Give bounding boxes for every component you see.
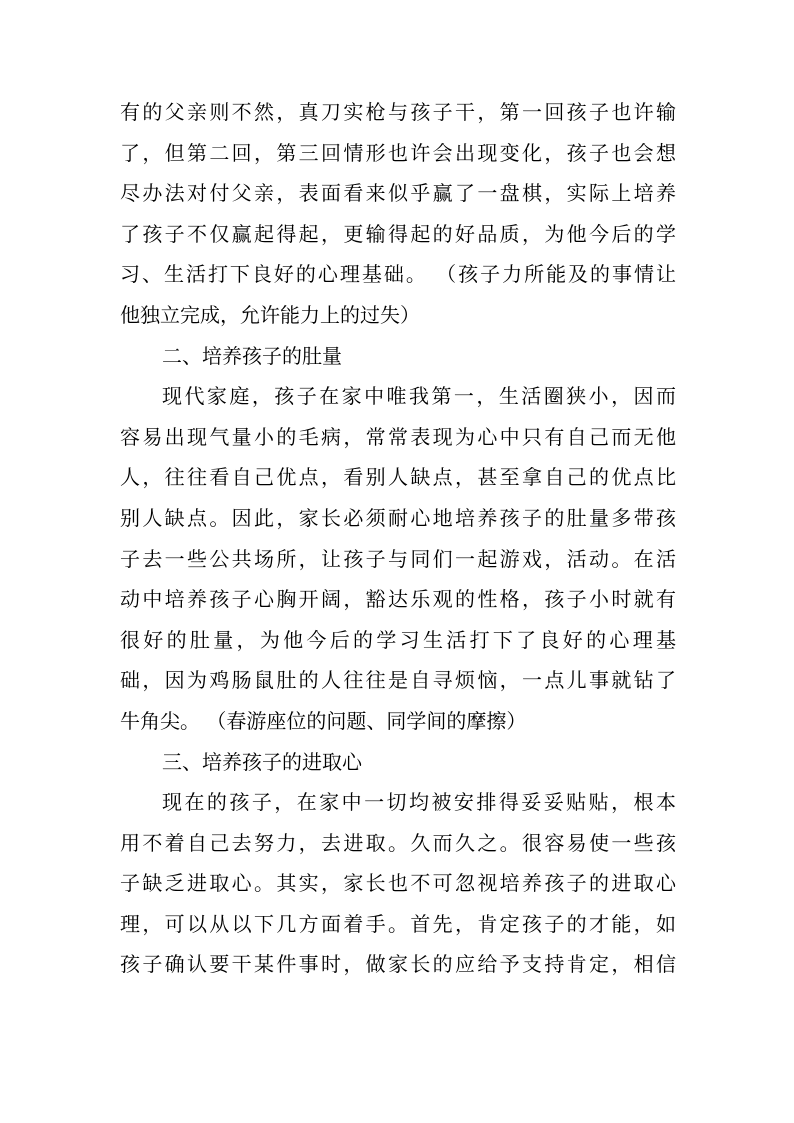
text-line: 他独立完成，允许能力上的过失） <box>120 302 420 327</box>
text-line: 别人缺点。因此，家长必须耐心地培养孩子的肚量多带孩 <box>120 505 676 530</box>
text-line: 子缺乏进取心。其实，家长也不可忽视培养孩子的进取心 <box>120 871 676 896</box>
text-line: 尽办法对付父亲，表面看来似乎赢了一盘棋，实际上培养 <box>120 181 676 206</box>
text-line: 孩子确认要干某件事时，做家长的应给予支持肯定，相信 <box>120 952 676 977</box>
text-line: 用不着自己去努力，去进取。久而久之。很容易使一些孩 <box>120 830 676 855</box>
text-line: 了，但第二回，第三回情形也许会出现变化，孩子也会想 <box>120 140 676 165</box>
section-heading-2: 二、培养孩子的肚量 <box>162 343 342 368</box>
text-line: 习、生活打下良好的心理基础。 （孩子力所能及的事情让 <box>120 262 676 287</box>
text-line: 动中培养孩子心胸开阔，豁达乐观的性格，孩子小时就有 <box>120 587 676 612</box>
text-line: 有的父亲则不然，真刀实枪与孩子干，第一回孩子也许输 <box>120 100 676 124</box>
text-line: 牛角尖。 （春游座位的问题、同学间的摩擦） <box>120 708 527 733</box>
text-line: 现在的孩子，在家中一切均被安排得妥妥贴贴，根本 <box>162 790 676 815</box>
text-line: 理，可以从以下几方面着手。首先，肯定孩子的才能，如 <box>120 911 676 936</box>
text-line: 子去一些公共场所，让孩子与同们一起游戏，活动。在活 <box>120 546 676 571</box>
text-line: 容易出现气量小的毛病，常常表现为心中只有自己而无他 <box>120 424 676 449</box>
text-line: 很好的肚量，为他今后的学习生活打下了良好的心理基 <box>120 627 676 652</box>
text-line: 人，往往看自己优点，看别人缺点，甚至拿自己的优点比 <box>120 465 676 490</box>
section-heading-3: 三、培养孩子的进取心 <box>162 749 362 774</box>
text-line: 了孩子不仅赢起得起，更输得起的好品质，为他今后的学 <box>120 221 676 246</box>
document-page <box>120 92 676 985</box>
text-line: 础，因为鸡肠鼠肚的人往往是自寻烦恼，一点儿事就钻了 <box>120 668 676 693</box>
text-line: 现代家庭，孩子在家中唯我第一，生活圈狭小，因而 <box>162 384 676 409</box>
